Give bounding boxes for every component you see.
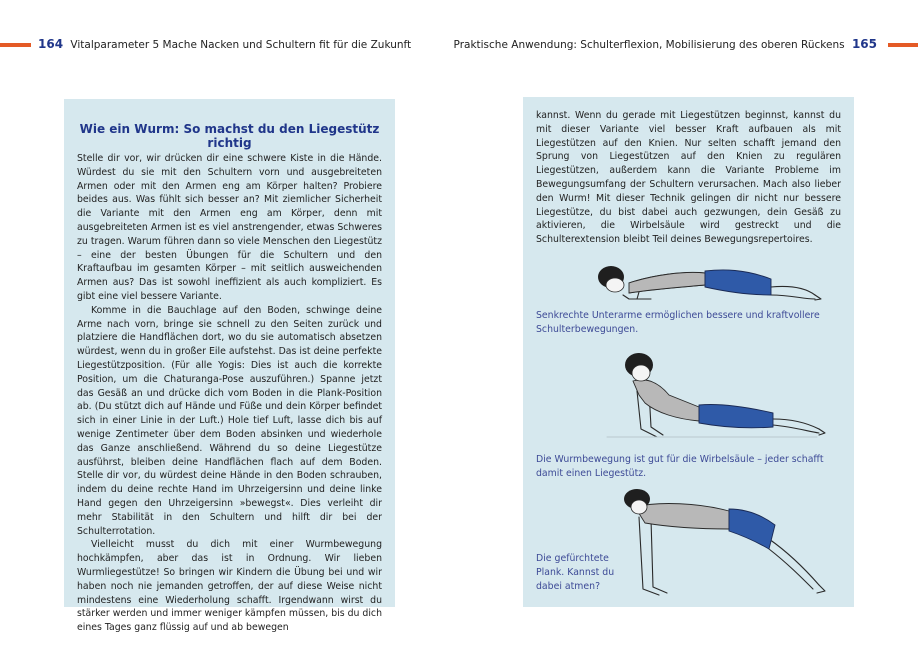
left-accent-bar — [0, 43, 31, 47]
paragraph: Komme in die Bauchlage auf den Boden, schwinge deine Arme nach vorn, bringe sie schnell zu den Seiten zurück und platziere die Handflächen dort, wo du sie automatisch absetzen würdest, wenn du in großer Eile aufstehst. Das ist deine perfekte Liegestützposition. (Für alle Yogis: Dies ist auch die korrekte Position, um die Chaturanga-Pose auszuführen.) Spanne jetzt das Gesäß an und drücke dich vom Boden in die Plank-Position ab. (Du stützt dich auf Hände und Füße und dein Körper befindet sich in einer Linie in der Luft.) Hole tief Luft, lasse dich bis auf wenige Zentimeter über dem Boden absinken und wiederhole das Ganze anschließend. Während du so deine Liegestütze ausführst, bleiben deine Handflächen flach auf dem Boden. Stelle dir vor, du würdest deine Hände in den Boden schrauben, indem du deine rechte Hand im Uhrzeigersinn und deine linke Hand gegen den Uhrzeigersinn »bewegst«. Dies verleiht dir mehr Stabilität in den Schultern und hilft dir bei der Schulterrotation. — [77, 304, 382, 537]
caption-3: Die gefürchtete Plank. Kannst du dabei atmen? — [536, 553, 615, 592]
right-page-number: 165 — [851, 37, 877, 51]
box-heading: Wie ein Wurm: So machst du den Liegestütz richtig — [79, 122, 380, 150]
left-body-text — [77, 152, 382, 635]
pushup-worm-illustration — [597, 351, 829, 443]
caption-1: Senkrechte Unterarme ermöglichen bessere und kraftvollere Schulterbewegungen. — [536, 310, 820, 335]
caption-2: Die Wurmbewegung ist gut für die Wirbelsäule – jeder schafft damit einen Liegestütz. — [536, 454, 824, 479]
right-body-text — [536, 109, 841, 247]
left-header-title: Vitalparameter 5 Mache Nacken und Schultern fit für die Zukunft — [70, 39, 412, 51]
paragraph: Stelle dir vor, wir drücken dir eine schwere Kiste in die Hände. Würdest du sie mit den Schultern vorn und ausgebreiteten Armen oder mit den Armen eng am Körper halten? Probiere beides aus. Was fühlt sich besser an? Mit ziemlicher Sicherheit die Variante mit den Armen eng am Körper, denn mit ausgebreiteten Armen ist es viel anstrengender, etwas Schweres zu tragen. Warum führen dann so viele Menschen den Liegestütz – eine der besten Übungen für die Schultern und den Kraftaufbau im gesamten Körper – mit seitlich ausweichenden Armen aus? Das ist sowohl ineffizient als auch kompliziert. Es gibt eine viel bessere Variante. — [77, 153, 382, 302]
right-info-box — [523, 97, 854, 607]
left-running-header — [38, 37, 411, 52]
pushup-low-illustration — [593, 255, 829, 305]
right-running-header — [454, 37, 877, 52]
left-page-number: 164 — [38, 37, 64, 51]
right-header-title: Praktische Anwendung: Schulterflexion, Mobilisierung des oberen Rückens — [453, 39, 845, 51]
plank-illustration — [619, 489, 833, 599]
right-accent-bar — [888, 43, 918, 47]
left-info-box — [64, 99, 395, 634]
paragraph: Vielleicht musst du dich mit einer Wurmbewegung hochkämpfen, aber das ist in Ordnung. Wir lieben Wurmliegestütze! So bringen wir Kindern die Übung bei und wir haben noch nie jemanden getroffen, der auf diese Weise nicht mindestens eine Wiederholung schafft. Irgendwann wirst du stärker werden und immer weniger kämpfen müssen, bis du dich eines Tages ganz flüssig auf und ab bewegen — [77, 539, 382, 634]
paragraph: kannst. Wenn du gerade mit Liegestützen beginnst, kannst du mit dieser Variante viel besser Kraft aufbauen als mit Liegestützen auf den Knien. Nur selten schafft jemand den Sprung von Liegestützen auf den Knien zu regulären Liegestützen, außerdem kann die Variante Probleme im Bewegungsumfang der Schultern verursachen. Mach also lieber den Wurm! Mit dieser Technik gelingen dir nicht nur bessere Liegestütze, du bist dabei auch gezwungen, dein Gesäß zu aktivieren, die Wirbelsäule wird gestreckt und die Schulterextension bleibt Teil deines Bewegungsrepertoires. — [536, 110, 841, 246]
